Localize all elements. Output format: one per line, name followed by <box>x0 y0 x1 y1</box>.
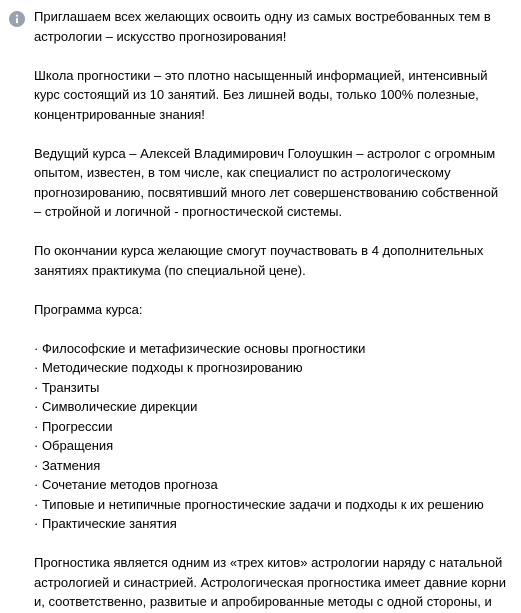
lecturer-paragraph: Ведущий курса – Алексей Владимирович Голоушкин – астролог с огромным опытом, известен, в том числе, как специалист по астрологическому прогнозированию, посвятивший много лет совершенствованию собственной – стройной и логичной - прогностической системы. <box>34 145 499 219</box>
program-item: · Сочетание методов прогноза <box>34 477 218 492</box>
program-item: · Транзиты <box>34 379 100 395</box>
program-item: · Затмения <box>34 457 101 473</box>
program-item: · Методические подходы к прогнозированию <box>34 360 303 375</box>
program-item: · Философские и метафизические основы прогностики <box>34 340 366 356</box>
intro-paragraph: Приглашаем всех желающих освоить одну из самых востребованных тем в астрологии – искусство прогнозирования! <box>34 9 491 44</box>
program-item: · Типовые и нетипичные прогностические задачи и подходы к их решению <box>34 496 484 512</box>
closing-paragraph: Прогностика является одним из «трех китов» астрологии наряду с натальной астрологией и синастрией. Астрологическая прогностика имеет давние корни и, соответственно, развитые и апробированные методы с одной стороны, и <box>34 555 506 609</box>
info-icon <box>9 11 25 27</box>
program-item: · Практические занятия <box>34 516 177 531</box>
practicum-paragraph: По окончании курса желающие смогут поучаствовать в 4 дополнительных занятиях практикума (по специальной цене). <box>34 243 484 278</box>
program-item: · Обращения <box>34 438 114 453</box>
program-title: Программа курса: <box>34 301 143 317</box>
program-item: · Прогрессии <box>34 418 113 434</box>
program-list <box>34 339 518 534</box>
school-paragraph: Школа прогностики – это плотно насыщенный информацией, интенсивный курс состоящий из 10 занятий. Без лишней воды, только 100% полезные, концентрированные знания! <box>34 67 488 122</box>
program-item: · Символические дирекции <box>34 399 198 414</box>
course-description <box>34 7 518 612</box>
